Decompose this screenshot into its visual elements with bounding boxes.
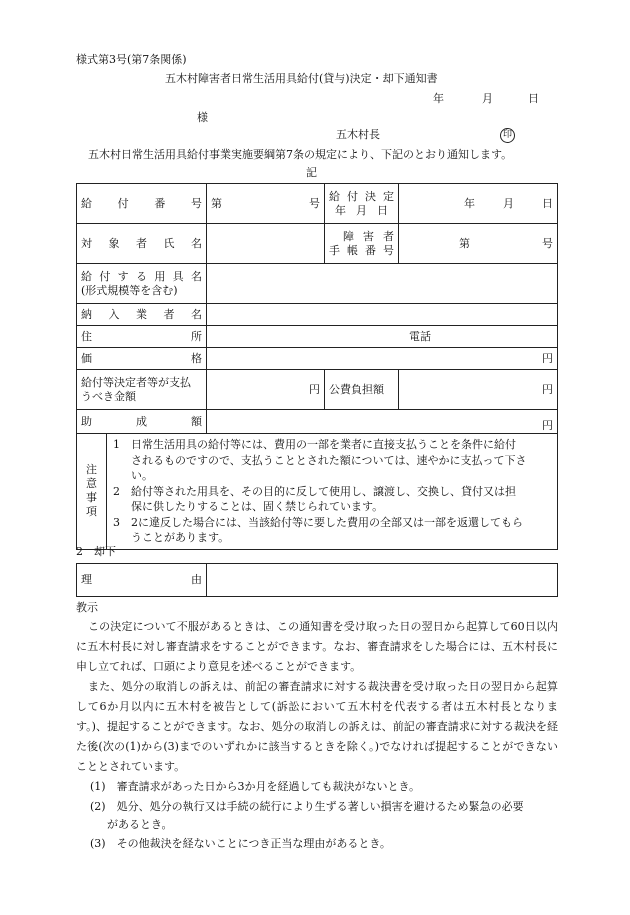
note-1-text-1: 日常生活用具の給付等には、費用の一部を業者に直接支払うことを条件に給付 (131, 438, 516, 451)
row-vendor (77, 304, 558, 326)
decision-date-label-1: 給 付 決 定 (329, 189, 394, 203)
rejection-heading: 2 却下 (76, 545, 116, 558)
row-payer (77, 370, 558, 410)
decision-date-label-2: 年 月 日 (335, 203, 388, 217)
item-2-text-1: 処分、処分の執行又は手続の続行により生ずる著しい損害を避けるため緊急の必要 (116, 800, 524, 813)
decision-date-label (325, 184, 399, 224)
notes-label-1: 注 (86, 463, 97, 477)
ki-marker: 記 (306, 166, 317, 179)
note-1-line-2: されるものですので、支払うこととされた額については、速やかに支払って下さ (131, 453, 527, 467)
note-2-number: 2 (113, 484, 120, 498)
note-1-number: 1 (113, 438, 120, 451)
instruction-item-2-cont: があるとき。 (107, 818, 173, 831)
row-reason (77, 564, 558, 597)
note-1-line-3: い。 (131, 469, 153, 482)
item-name-label: 給 付 す る 用 具 名 (形式規模等を含む) (77, 264, 207, 304)
benefit-table (76, 183, 558, 550)
notes-content (107, 434, 558, 550)
payer-label (77, 370, 207, 410)
decision-date-value (399, 184, 558, 224)
price-yen: 円 (542, 351, 553, 365)
subject-name-value (207, 224, 325, 264)
row-price (77, 348, 558, 370)
benefit-number-label-text: 給 付 番 号 (81, 196, 202, 210)
public-burden-amount (399, 370, 558, 410)
vendor-label: 納 入 業 者 名 (77, 304, 207, 326)
payer-amount (207, 370, 325, 410)
public-burden-label: 公費負担額 (325, 370, 399, 410)
row-subject (77, 224, 558, 264)
phone-label: 電話 (409, 329, 431, 343)
note-1-line-1 (113, 437, 551, 453)
item-1-number: (1) (90, 780, 106, 793)
item-2-number: (2) (90, 800, 106, 813)
instruction-item-2 (90, 798, 524, 816)
payer-label-2: うべき金額 (81, 389, 136, 403)
benefit-number-suffix: 号 (309, 196, 320, 210)
instruction-item-1 (90, 778, 420, 796)
reason-value (207, 564, 558, 597)
note-2-text-1: 給付等された用具を、その目的に反して使用し、譲渡し、交換し、貸付又は担 (131, 484, 516, 498)
subsidy-label: 助 成 額 (77, 410, 207, 434)
benefit-number-label (77, 184, 207, 224)
instruction-paragraph-2: また、処分の取消しの訴えは、前記の審査請求に対する裁決書を受け取った日の翌日から起算して6か月以内に五木村を被告として(訴訟において五木村を代表する者は五木村長となります。)、提起することができます。なお、処分の取消しの訴えは、前記の審査請求に対する裁決を経た後(次の(1)から(3)までのいずれかに該当するときを除く。)でなければ提起することができないこととされています。 (76, 680, 558, 773)
date-day: 日 (528, 92, 539, 105)
subsidy-value (207, 410, 558, 434)
row-item-name (77, 264, 558, 304)
intro-text: 五木村日常生活用具給付事業実施要綱第7条の規定により、下記のとおり通知します。 (88, 148, 513, 161)
document-title: 五木村障害者日常生活用具給付(貸与)決定・却下通知書 (165, 72, 438, 85)
date-year: 年 (433, 92, 444, 105)
item-3-number: (3) (90, 837, 106, 850)
note-2-line-2: 保に供したりすることは、固く禁じられています。 (131, 500, 384, 513)
item-name-value (207, 264, 558, 304)
row-subsidy (77, 410, 558, 434)
date-month: 月 (482, 92, 493, 105)
note-2-line-1 (113, 484, 551, 500)
handbook-suffix: 号 (542, 236, 553, 250)
instruction-item-3 (90, 835, 391, 853)
note-3-number: 3 (113, 515, 120, 529)
item-1-text: 審査請求があった日から3か月を経過しても裁決がないとき。 (116, 780, 421, 793)
issuer-seal (500, 127, 515, 143)
rejection-table (76, 563, 558, 597)
form-number: 様式第3号(第7条関係) (76, 53, 187, 66)
item-3-text: その他裁決を経ないことにつき正当な理由があるとき。 (116, 837, 391, 850)
benefit-number-prefix: 第 (211, 196, 222, 210)
note-3-line-2: うことがあります。 (131, 531, 230, 544)
note-3-line-1 (113, 515, 551, 531)
addressee-suffix: 様 (197, 111, 208, 124)
reason-label: 理 由 (77, 564, 207, 597)
subject-name-label: 対 象 者 氏 名 (77, 224, 207, 264)
decision-day: 日 (542, 196, 553, 210)
notes-label (77, 434, 107, 550)
handbook-value (399, 224, 558, 264)
row-benefit-number (77, 184, 558, 224)
decision-month: 月 (503, 196, 514, 210)
address-label: 住 所 (77, 326, 207, 348)
handbook-prefix: 第 (459, 236, 470, 250)
public-yen: 円 (542, 382, 553, 396)
instruction-paragraph-1: この決定について不服があるときは、この通知書を受け取った日の翌日から起算して60日以内に五木村長に対し審査請求をすることができます。なお、審査請求をした場合には、五木村長に申し立てれば、口頭により意見を述べることができます。 (76, 620, 558, 673)
issuer: 五木村長 (336, 128, 380, 141)
benefit-number-value (207, 184, 325, 224)
payer-yen: 円 (309, 382, 320, 396)
row-address (77, 326, 558, 348)
decision-year: 年 (464, 196, 475, 210)
note-3-text-1: 2に違反した場合には、当該給付等に要した費用の全部又は一部を返還してもら (131, 515, 523, 529)
notes-label-4: 項 (86, 505, 97, 519)
item-name-label-2: (形式規模等を含む) (81, 283, 178, 297)
handbook-label: 障 害 者 手 帳 番 号 (325, 224, 399, 264)
subsidy-yen: 円 (542, 419, 553, 432)
price-label: 価 格 (77, 348, 207, 370)
instruction-heading: 教示 (76, 601, 98, 614)
address-value (207, 326, 558, 348)
notes-label-3: 事 (86, 491, 97, 505)
vendor-value (207, 304, 558, 326)
seal-icon: 印 (500, 128, 515, 143)
payer-label-1: 給付等決定者等が支払 (81, 375, 191, 389)
notes-label-2: 意 (86, 477, 97, 491)
row-notes (77, 434, 558, 550)
price-value (207, 348, 558, 370)
